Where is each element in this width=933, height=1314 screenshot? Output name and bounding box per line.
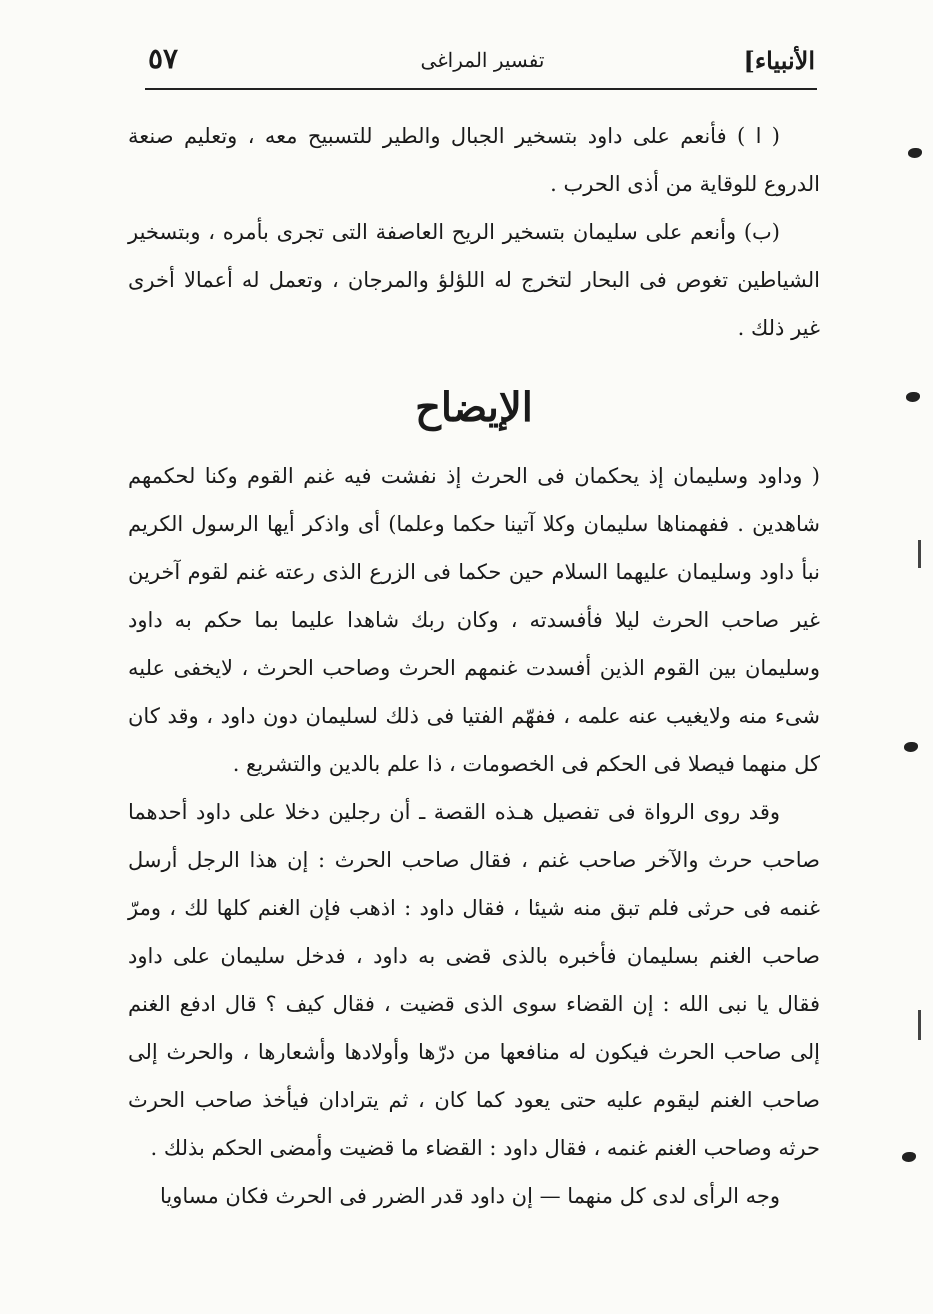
scan-mark: [918, 1010, 921, 1040]
paragraph-verse-explanation: ( وداود وسليمان إذ يحكمان فى الحرث إذ نفشت فيه غنم القوم وكنا لحكمهم شاهدين . ففهمناها سليمان وكلا آتينا حكما وعلما) أى واذكر أيها الرسول الكريم نبأ داود وسليمان عليهما السلام حين حكما فى الزرع الذى رعته غنم لقوم آخرين غير صاحب الحرث ليلا فأفسدته ، وكان ربك شاهدا عليما بما حكم به داود وسليمان بين القوم الذين أفسدت غنمهم الحرث وصاحب الحرث ، لايخفى عليه شىء منه ولايغيب عنه علمه ، ففهّم الفتيا فى ذلك لسليمان دون داود ، وقد كان كل منهما فيصلا فى الحكم فى الخصومات ، ذا علم بالدين والتشريع .: [128, 464, 820, 776]
paragraph-story: وقد روى الرواة فى تفصيل هـذه القصة ـ أن رجلين دخلا على داود أحدهما صاحب حرث والآخر صاحب غنم ، فقال صاحب الحرث : إن هذا الرجل أرسل غنمه فى حرثى فلم تبق منه شيئا ، فقال داود : اذهب فإن الغنم كلها لك ، ومرّ صاحب الغنم بسليمان فأخبره بالذى قضى به داود ، فدخل سليمان على داود فقال يا نبى الله : إن القضاء سوى الذى قضيت ، فقال كيف ؟ قال ادفع الغنم إلى صاحب الحرث فيكون له منافعها من درّها وأولادها وأشعارها ، والحرث إلى صاحب الغنم ليقوم عليه حتى يعود كما كان ، ثم يترادان فيأخذ صاحب الحرث حرثه وصاحب الغنم غنمه ، فقال داود : القضاء ما قضيت وأمضى الحكم بذلك .: [128, 800, 820, 1160]
scan-blot: [906, 392, 920, 402]
header-rule: [145, 88, 817, 90]
section-heading: الإيضاح: [415, 384, 533, 431]
paragraph-b: (ب) وأنعم على سليمان بتسخير الريح العاصفة التى تجرى بأمره ، وبتسخير الشياطين تغوص فى البحار لتخرج له اللؤلؤ والمرجان ، وتعمل له أعمالا أخرى غير ذلك .: [128, 220, 820, 340]
surah-name: الأنبياء]: [743, 46, 815, 75]
paragraph-reasoning: وجه الرأى لدى كل منهما — إن داود قدر الضرر فى الحرث فكان مساويا: [159, 1184, 780, 1208]
book-title: تفسير المراغى: [420, 48, 545, 72]
scan-mark: [918, 540, 921, 568]
scan-blot: [902, 1152, 916, 1162]
scan-blot: [904, 742, 918, 752]
scan-blot: [908, 148, 922, 158]
paragraph-a: ( ا ) فأنعم على داود بتسخير الجبال والطير للتسبيح معه ، وتعليم صنعة الدروع للوقاية من أذى الحرب .: [128, 124, 820, 196]
page-header: [140, 28, 825, 88]
page-number: ٥٧: [148, 42, 179, 75]
explanation-section: [128, 452, 820, 1220]
intro-section: [128, 112, 820, 352]
